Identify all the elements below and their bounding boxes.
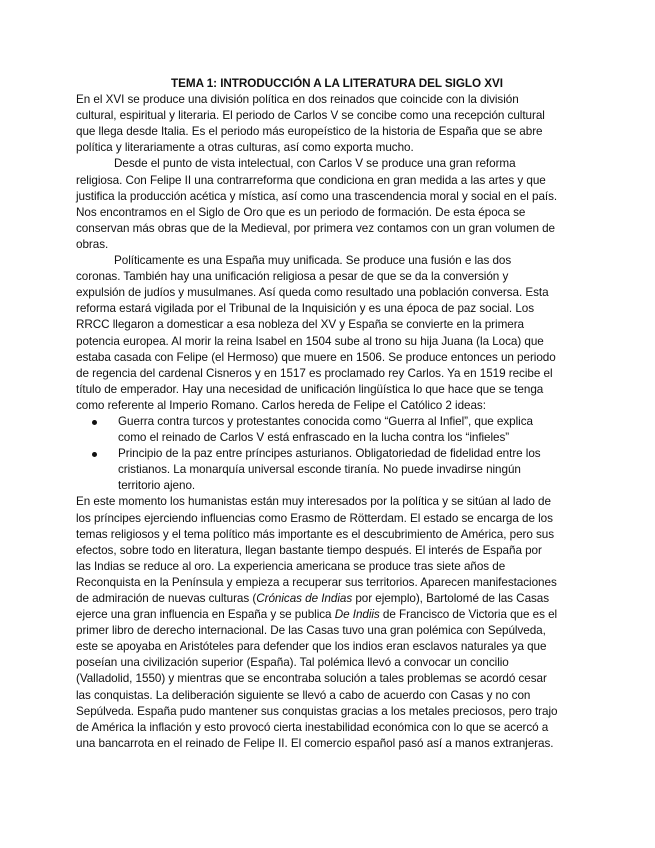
text-line [76, 591, 588, 607]
text-line: RRCC llegaron a domesticar a esa nobleza del XV y España se convierte en la primera [76, 318, 524, 332]
text-line: primer libro de derecho internacional. De las Casas tuvo una gran polémica con Sepúlveda, [76, 624, 546, 638]
text-run: ejerce una gran influencia en España y se publica [76, 608, 335, 622]
text-run: de Francisco de Victoria que es el [379, 608, 558, 622]
text-line: poseían una civilización superior (España). Tal polémica llevó a convocar un concilio [76, 656, 509, 670]
text-line: potencia europea. Al morir la reina Isabel en 1504 sube al trono su hija Juana (la Loca) que [76, 334, 544, 348]
text-line: Guerra contra turcos y protestantes conocida como “Guerra al Infiel”, que explica [118, 414, 533, 428]
text-line: Políticamente es una España muy unificada. Se produce una fusión e las dos [114, 254, 512, 268]
text-line: que llega desde Italia. Es el periodo más europeístico de la historia de España que se abre [76, 125, 543, 139]
text-run: de admiración de nuevas culturas ( [76, 592, 257, 605]
paragraph-2 [76, 156, 588, 253]
text-line: En el XVI se produce una división política en dos reinados que coincide con la división [76, 93, 519, 107]
text-line: los príncipes ejerciendo influencias como Erasmo de Rötterdam. El estado se encarga de los [76, 511, 553, 525]
text-line: temas religiosos y el tema político más importante es el descubrimiento de América, pero sus [76, 527, 555, 541]
text-line: este se apoyaba en Aristóteles para defender que los indios eran esclavos naturales ya que [76, 640, 547, 654]
text-line: política y literariamente a otras culturas, así como exporta mucho. [76, 141, 414, 155]
paragraph-4 [76, 494, 588, 752]
text-line: territorio ajeno. [118, 479, 196, 493]
text-line: (Valladolid, 1550) y mientras que se encontraba solución a tales problemas se acordó cesar [76, 672, 547, 686]
text-line: las conquistas. La deliberación siguiente se llevó a cabo de acuerdo con Casas y no con [76, 688, 531, 702]
list-item [118, 414, 588, 446]
text-line: Desde el punto de vista intelectual, con Carlos V se produce una gran reforma [114, 157, 516, 171]
text-line: título de emperador. Hay una necesidad de unificación lingüística lo que hace que se tenga [76, 382, 544, 396]
list-item [118, 446, 588, 494]
text-line: En este momento los humanistas están muy interesados por la política y se sitúan al lado de [76, 495, 551, 509]
text-line: Nos encontramos en el Siglo de Oro que es un periodo de formación. De esta época se [76, 205, 526, 219]
page-title: TEMA 1: INTRODUCCIÓN A LA LITERATURA DEL SIGLO XVI [171, 77, 503, 90]
text-line: reforma estará vigilada por el Tribunal de la Inquisición y es una época de paz social. Los [76, 302, 535, 316]
text-line [76, 607, 588, 623]
text-line: las Indias se reduce al oro. La experiencia americana se produce tras siete años de [76, 559, 506, 573]
text-run: por ejemplo), Bartolomé de las Casas [352, 592, 550, 605]
text-line: justifica la producción acética y mística, así como una trascendencia moral y social en el país. [76, 189, 558, 203]
italic-title: De Indiis [334, 608, 380, 622]
bullet-icon [92, 420, 97, 425]
text-line: religiosa. Con Felipe II una contrarreforma que condiciona en gran medida a las artes y que [76, 173, 546, 187]
text-line: obras. [76, 237, 109, 251]
text-line: coronas. También hay una unificación religiosa a pesar de que se da la conversión y [76, 270, 509, 284]
text-line: conservan más obras que de la Medieval, por primera vez contamos con un gran volumen de [76, 221, 555, 235]
text-line: Reconquista en la Península y empieza a recuperar sus territorios. Aparecen manifestaciones [76, 575, 557, 589]
text-line: cultural, espiritual y literaria. El periodo de Carlos V se concibe como una recepción cultural [76, 109, 545, 123]
bullet-icon [92, 452, 97, 457]
bullet-list [76, 414, 588, 494]
italic-title: Crónicas de Indias [256, 592, 353, 605]
paragraph-1 [76, 92, 588, 156]
document-page [76, 76, 588, 752]
text-line: cristianos. La monarquía universal esconde tiranía. No puede invadirse ningún [118, 463, 521, 477]
text-line: una bancarrota en el reinado de Felipe II. El comercio español pasó así a manos extranjeras. [76, 736, 554, 750]
text-line: Sepúlveda. España pudo mantener sus conquistas gracias a los metales preciosos, pero trajo [76, 704, 558, 718]
text-line: como el reinado de Carlos V está enfrascado en la lucha contra los “infieles” [118, 431, 510, 445]
text-line: estaba casada con Felipe (el Hermoso) que muere en 1506. Se produce entonces un periodo [76, 350, 556, 364]
text-line: de regencia del cardenal Cisneros y en 1517 es proclamado rey Carlos. Ya en 1519 recibe el [76, 366, 553, 380]
text-line: Principio de la paz entre príncipes asturianos. Obligatoriedad de fidelidad entre los [118, 447, 541, 461]
text-line: expulsión de judíos y musulmanes. Así queda como resultado una población conversa. Esta [76, 286, 549, 300]
text-line: de América la inflación y esto provocó cierta inestabilidad económica con lo que se acercó a [76, 720, 549, 734]
text-line: como referente al Imperio Romano. Carlos hereda de Felipe el Católico 2 ideas: [76, 398, 486, 412]
paragraph-3 [76, 253, 588, 414]
text-line: efectos, sobre todo en literatura, llegan bastante tiempo después. El interés de España por [76, 543, 542, 557]
